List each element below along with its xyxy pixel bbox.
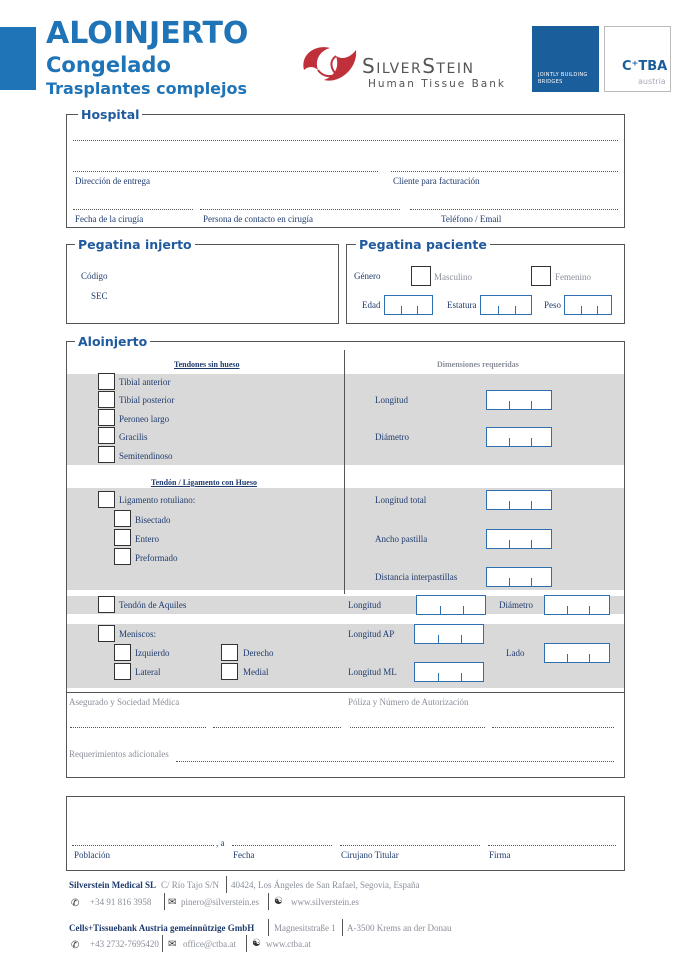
right-label: Derecho: [243, 648, 274, 658]
footer-divider-2: [164, 893, 165, 910]
footer-phone-2: +43 2732-7695420: [90, 939, 159, 949]
plug-width-field[interactable]: [486, 529, 552, 549]
bisectado-checkbox[interactable]: [114, 510, 131, 527]
age-field[interactable]: [384, 295, 433, 315]
ligament-checkbox[interactable]: [98, 491, 115, 508]
age-label: Edad: [362, 300, 381, 310]
achilles-diameter-field[interactable]: [544, 595, 610, 615]
male-label: Masculino: [434, 272, 472, 282]
graft-sticker-legend: Pegatina injerto: [75, 237, 195, 252]
tibial-posterior-checkbox[interactable]: [98, 391, 115, 408]
plug-distance-label: Distancia interpastillas: [375, 572, 458, 582]
peroneo-checkbox[interactable]: [98, 409, 115, 426]
logo-name: SilverStein: [362, 54, 475, 78]
delivery-address-label: Dirección de entrega: [75, 176, 150, 186]
policy-field-1[interactable]: [350, 727, 485, 728]
medial-label: Medial: [243, 667, 269, 677]
achilles-diameter-label: Diámetro: [499, 600, 533, 610]
hospital-legend: Hospital: [78, 107, 142, 122]
phone-email-field[interactable]: [410, 209, 618, 210]
ctba-sub: austria: [638, 77, 666, 86]
phone-email-label: Teléfono / Email: [441, 214, 502, 224]
signature-label: Firma: [489, 850, 511, 860]
medial-checkbox[interactable]: [221, 663, 238, 680]
footer-company-1: Silverstein Medical SL: [69, 880, 156, 890]
tibial-anterior-label: Tibial anterior: [119, 377, 171, 387]
footer-address-1b: 40424, Los Ángeles de San Rafael, Segovia, España: [231, 880, 420, 890]
footer-divider-6: [162, 935, 163, 952]
silverstein-logo-icon: [296, 40, 360, 88]
tendon-diameter-field[interactable]: [486, 427, 552, 447]
tibial-anterior-checkbox[interactable]: [98, 373, 115, 390]
policy-field-2[interactable]: [492, 727, 614, 728]
height-field[interactable]: [480, 295, 532, 315]
left-checkbox[interactable]: [114, 644, 131, 661]
footer-email-1: pinero@silverstein.es: [181, 897, 260, 907]
allograft-legend: Aloinjerto: [75, 334, 150, 349]
female-label: Femenino: [555, 272, 591, 282]
preformado-checkbox[interactable]: [114, 548, 131, 565]
graft-sticker-section: [66, 244, 339, 324]
insurance-field-2[interactable]: [213, 727, 341, 728]
total-length-label: Longitud total: [375, 495, 427, 505]
billing-client-field[interactable]: [391, 171, 618, 172]
semitendinoso-checkbox[interactable]: [98, 446, 115, 463]
ligament-label: Ligamento rotuliano:: [119, 495, 196, 505]
insurance-field-1[interactable]: [70, 727, 206, 728]
contact-person-label: Persona de contacto en cirugía: [203, 214, 313, 224]
comma-a-text: , a: [216, 838, 225, 848]
footer-address-2a: Magnesitstraße 1: [274, 923, 336, 933]
phone-icon: ✆: [71, 898, 80, 909]
jointly-badge: [532, 26, 599, 92]
length-ap-field[interactable]: [414, 624, 484, 644]
gender-label: Género: [354, 271, 381, 281]
globe-icon-2: ☯: [252, 938, 261, 949]
surgery-date-field[interactable]: [73, 209, 193, 210]
date-sign-label: Fecha: [233, 850, 255, 860]
city-field[interactable]: [72, 845, 214, 846]
weight-field[interactable]: [564, 295, 612, 315]
side-label: Lado: [506, 648, 525, 658]
tendon-bone-header: Tendón / Ligamento con Hueso: [151, 478, 257, 487]
page-subtitle-2: Trasplantes complejos: [46, 79, 248, 98]
billing-client-label: Cliente para facturación: [393, 176, 480, 186]
logo-tagline: Human Tissue Bank: [368, 78, 506, 90]
side-field[interactable]: [544, 643, 610, 663]
ctba-text: C⁺TBA: [622, 59, 668, 74]
page-subtitle: Congelado: [46, 53, 171, 77]
weight-label: Peso: [544, 300, 562, 310]
allograft-column-divider: [344, 350, 345, 594]
length-ml-label: Longitud ML: [348, 667, 397, 677]
footer-address-2b: A-3500 Krems an der Donau: [347, 923, 452, 933]
plug-width-label: Ancho pastilla: [375, 534, 428, 544]
code-label: Código: [81, 271, 108, 281]
ctba-logo: [604, 26, 671, 92]
meniscus-label: Meniscos:: [119, 629, 156, 639]
left-label: Izquierdo: [135, 648, 170, 658]
achilles-label: Tendón de Aquiles: [119, 600, 187, 610]
allograft-bottom-rule: [66, 692, 625, 693]
semitendinoso-label: Semitendinoso: [119, 451, 173, 461]
plug-distance-field[interactable]: [486, 567, 552, 587]
silverstein-logo: [296, 40, 524, 96]
hospital-name-field[interactable]: [73, 140, 618, 141]
total-length-field[interactable]: [486, 490, 552, 510]
footer-email-2: office@ctba.at: [183, 939, 236, 949]
gracilis-checkbox[interactable]: [98, 427, 115, 444]
length-ap-label: Longitud AP: [348, 629, 395, 639]
additional-requirements-label: Requerimientos adicionales: [69, 749, 169, 759]
sec-label: SEC: [91, 291, 108, 301]
lateral-checkbox[interactable]: [114, 663, 131, 680]
additional-requirements-field[interactable]: [176, 761, 614, 762]
footer-company-2: Cells+Tissuebank Austria gemeinnützige GmbH: [69, 923, 255, 933]
right-checkbox[interactable]: [221, 644, 238, 661]
male-checkbox[interactable]: [411, 266, 431, 286]
city-label: Población: [74, 850, 110, 860]
entero-label: Entero: [135, 534, 159, 544]
email-icon-2: ✉: [168, 939, 177, 950]
patient-sticker-legend: Pegatina paciente: [356, 237, 490, 252]
footer-address-1a: C/ Río Tajo S/N: [161, 880, 219, 890]
footer-divider-7: [246, 935, 247, 952]
footer-divider-4: [268, 919, 269, 936]
tibial-posterior-label: Tibial posterior: [119, 395, 175, 405]
dimensions-header: Dimensiones requeridas: [437, 360, 519, 369]
contact-person-field[interactable]: [200, 209, 400, 210]
footer-divider-1: [226, 876, 227, 893]
footer-web-2: www.ctba.at: [266, 939, 311, 949]
entero-checkbox[interactable]: [114, 529, 131, 546]
header-accent-bar: [0, 27, 36, 90]
peroneo-label: Peroneo largo: [119, 414, 170, 424]
surgery-date-label: Fecha de la cirugía: [75, 214, 144, 224]
achilles-length-field[interactable]: [416, 595, 486, 615]
footer-phone-1: +34 91 816 3958: [90, 897, 152, 907]
preformado-label: Preformado: [135, 553, 178, 563]
signature-field[interactable]: [488, 845, 616, 846]
surgeon-field[interactable]: [340, 845, 480, 846]
policy-label: Póliza y Número de Autorización: [348, 697, 469, 707]
delivery-address-field[interactable]: [73, 171, 378, 172]
achilles-checkbox[interactable]: [98, 596, 115, 613]
bisectado-label: Bisectado: [135, 515, 171, 525]
length-ml-field[interactable]: [414, 662, 484, 682]
female-checkbox[interactable]: [531, 266, 551, 286]
achilles-length-label: Longitud: [348, 600, 381, 610]
tendon-length-field[interactable]: [486, 390, 552, 410]
insurance-label: Asegurado y Sociedad Médica: [69, 697, 180, 707]
lateral-label: Lateral: [135, 667, 161, 677]
phone-icon-2: ✆: [71, 940, 80, 951]
badge-text: JOINTLY BUILDING BRIDGES: [538, 72, 588, 85]
tendon-diameter-label: Diámetro: [375, 432, 409, 442]
meniscus-checkbox[interactable]: [98, 625, 115, 642]
tendon-length-label: Longitud: [375, 395, 408, 405]
footer-divider-3: [268, 893, 269, 910]
tendons-header: Tendones sin hueso: [174, 360, 240, 369]
footer-divider-5: [342, 919, 343, 936]
surgeon-label: Cirujano Titular: [341, 850, 399, 860]
date-sign-field[interactable]: [232, 845, 332, 846]
footer-web-1: www.silverstein.es: [291, 897, 359, 907]
page-title: ALOINJERTO: [46, 16, 249, 51]
globe-icon: ☯: [274, 896, 283, 907]
height-label: Estatura: [447, 300, 477, 310]
gracilis-label: Gracilis: [119, 432, 148, 442]
email-icon: ✉: [168, 897, 177, 908]
